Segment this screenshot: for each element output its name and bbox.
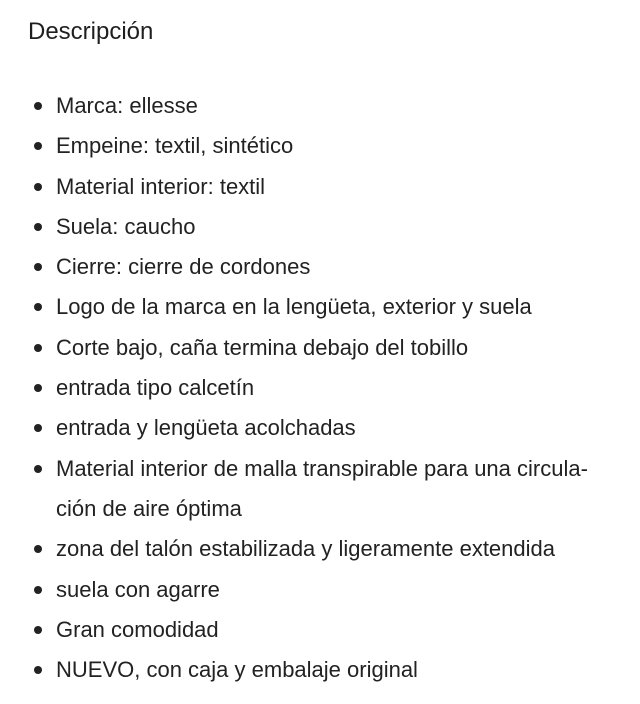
list-item — [0, 247, 640, 287]
list-item-text: Logo de la marca en la lengüeta, exterior y suela — [56, 294, 532, 320]
list-item-text: Empeine: textil, sintético — [56, 133, 294, 159]
list-item-text: suela con agarre — [56, 576, 220, 602]
bullet-icon — [34, 223, 42, 231]
list-item-text: Cierre: cierre de cordones — [56, 254, 311, 280]
list-item-text: Gran comodidad — [56, 616, 219, 642]
feature-list — [0, 86, 640, 690]
bullet-icon — [34, 626, 42, 634]
list-item-text: zona del talón estabilizada y ligeramente extendida — [56, 536, 555, 562]
list-item-text: Material interior de malla transpirable para una circula- — [56, 455, 588, 481]
list-item — [0, 207, 640, 247]
list-item-text-continuation: ción de aire óptima — [56, 495, 242, 521]
bullet-icon — [34, 183, 42, 191]
list-item — [0, 408, 640, 448]
list-item — [0, 529, 640, 569]
list-item — [0, 449, 640, 530]
bullet-icon — [34, 384, 42, 392]
bullet-icon — [34, 344, 42, 352]
bullet-icon — [34, 142, 42, 150]
list-item-text: Material interior: textil — [56, 173, 266, 199]
section-title: Descripción — [28, 18, 154, 45]
list-item — [0, 167, 640, 207]
list-item — [0, 86, 640, 126]
list-item — [0, 368, 640, 408]
list-item — [0, 610, 640, 650]
bullet-icon — [34, 303, 42, 311]
bullet-icon — [34, 263, 42, 271]
list-item — [0, 650, 640, 690]
bullet-icon — [34, 465, 42, 473]
bullet-icon — [34, 586, 42, 594]
bullet-icon — [34, 545, 42, 553]
list-item-text: entrada tipo calcetín — [56, 375, 255, 401]
bullet-icon — [34, 424, 42, 432]
list-item-text: entrada y lengüeta acolchadas — [56, 415, 356, 441]
list-item — [0, 328, 640, 368]
bullet-icon — [34, 666, 42, 674]
list-item-text: Corte bajo, caña termina debajo del tobillo — [56, 334, 469, 360]
bullet-icon — [34, 102, 42, 110]
list-item-text: NUEVO, con caja y embalaje original — [56, 657, 418, 683]
list-item-text: Marca: ellesse — [56, 93, 198, 118]
list-item — [0, 570, 640, 610]
list-item — [0, 287, 640, 327]
list-item — [0, 126, 640, 166]
list-item-text: Suela: caucho — [56, 213, 196, 239]
